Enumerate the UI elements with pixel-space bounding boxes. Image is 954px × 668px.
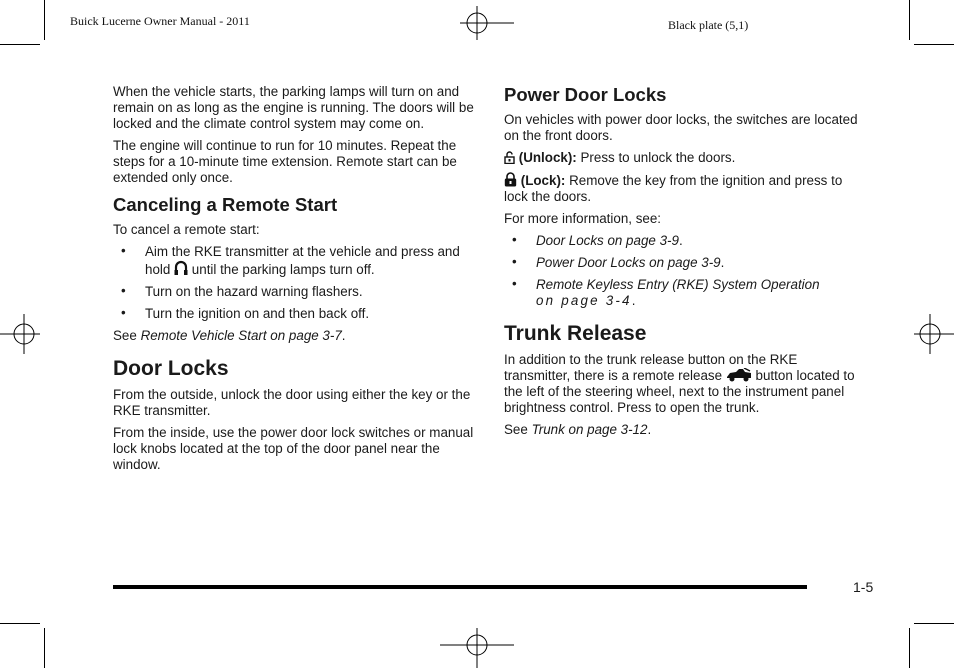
registration-mark — [0, 314, 40, 354]
paragraph: From the outside, unlock the door using either the key or the RKE transmitter. — [113, 387, 471, 418]
footer-rule — [113, 585, 807, 589]
registration-mark — [440, 628, 514, 668]
paragraph: The engine will continue to run for 10 minutes. Repeat the steps for a 10-minute time extension. Remote start can be extended only once. — [113, 138, 457, 185]
list-item: • Power Door Locks on page 3-9. — [512, 254, 725, 270]
section-heading: Canceling a Remote Start — [113, 194, 338, 215]
paragraph: When the vehicle starts, the parking lamps will turn on and remain on as long as the engine is running. The doors will be locked and the climate control system may come on. — [113, 84, 474, 131]
paragraph: For more information, see: — [504, 211, 662, 226]
paragraph: To cancel a remote start: — [113, 222, 260, 237]
cross-reference: See Trunk on page 3-12. — [504, 422, 652, 437]
crop-mark — [914, 623, 954, 624]
header-title: Buick Lucerne Owner Manual - 2011 — [70, 14, 250, 28]
remote-start-icon — [174, 260, 188, 276]
paragraph: (Lock): Remove the key from the ignition and press to lock the doors. — [504, 173, 843, 204]
section-heading: Trunk Release — [504, 322, 647, 345]
page-reference-link[interactable]: Door Locks on page 3-9 — [536, 233, 679, 248]
registration-mark — [460, 6, 514, 40]
crop-mark — [44, 628, 45, 668]
list-item: • Door Locks on page 3-9. — [512, 232, 683, 248]
bullet: • — [121, 283, 126, 298]
bullet: • — [512, 232, 517, 247]
registration-mark — [914, 314, 954, 354]
section-heading: Door Locks — [113, 357, 229, 380]
crop-mark — [0, 44, 40, 45]
crop-mark — [914, 44, 954, 45]
unlock-icon — [504, 151, 515, 164]
paragraph: (Unlock): Press to unlock the doors. — [504, 150, 864, 166]
left-column — [113, 84, 479, 479]
cross-reference: See Remote Vehicle Start on page 3-7. — [113, 328, 346, 343]
bullet: • — [512, 254, 517, 269]
bullet: • — [512, 276, 517, 291]
bullet: • — [121, 305, 126, 320]
page-reference-link[interactable]: Power Door Locks on page 3-9 — [536, 255, 721, 270]
trunk-icon — [726, 368, 752, 382]
page-reference-link[interactable]: on page 3-4 — [536, 293, 632, 308]
page-reference-link[interactable]: Trunk on page 3-12 — [531, 422, 648, 437]
section-heading: Power Door Locks — [504, 84, 667, 105]
header-plate: Black plate (5,1) — [668, 18, 749, 32]
list-item: • Aim the RKE transmitter at the vehicle and press and hold until the parking lamps turn off. — [121, 243, 460, 277]
bullet: • — [121, 243, 126, 258]
crop-mark — [0, 623, 40, 624]
paragraph: From the inside, use the power door lock switches or manual lock knobs located at the top of the door panel near the window. — [113, 425, 474, 472]
crop-mark — [44, 0, 45, 40]
list-item: • Remote Keyless Entry (RKE) System Operation on page 3-4. — [512, 276, 820, 308]
crop-mark — [909, 628, 910, 668]
right-column — [504, 84, 864, 444]
page-reference-link[interactable]: Remote Keyless Entry (RKE) System Operation — [536, 277, 820, 292]
crop-mark — [909, 0, 910, 40]
page-reference-link[interactable]: Remote Vehicle Start on page 3-7 — [140, 328, 342, 343]
list-item: • Turn on the hazard warning flashers. — [121, 283, 363, 299]
lock-icon — [504, 172, 517, 187]
paragraph: On vehicles with power door locks, the switches are located on the front doors. — [504, 112, 858, 143]
page-number: 1-5 — [853, 579, 874, 595]
paragraph: In addition to the trunk release button on the RKE transmitter, there is a remote release button located to the left of the steering wheel, next to the instrument panel brightness control. Press to open the trunk. — [504, 352, 855, 415]
list-item: • Turn the ignition on and then back off. — [121, 305, 370, 321]
